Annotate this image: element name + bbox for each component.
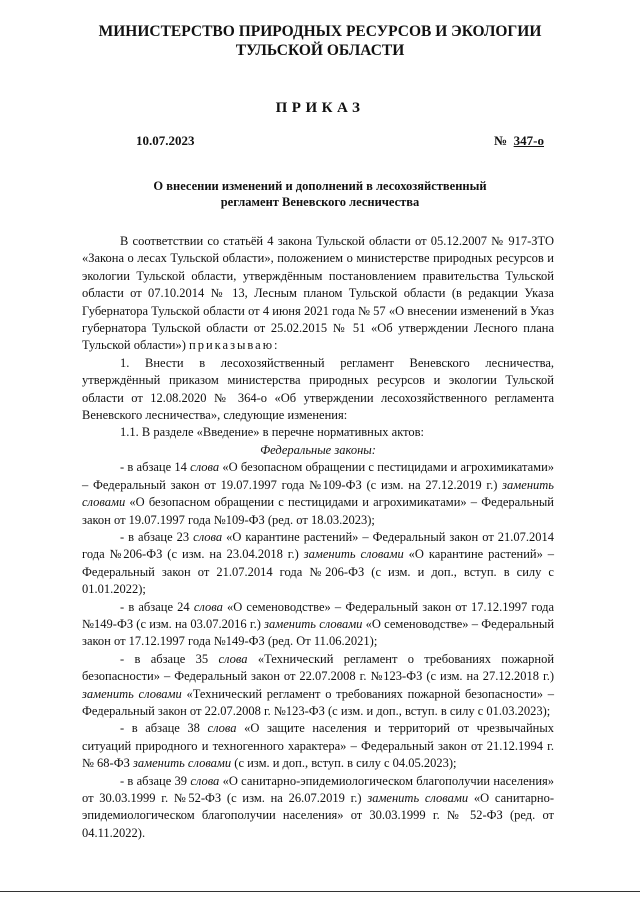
preamble-paragraph <box>82 233 554 355</box>
amendment-39-start: - в абзаце 39 <box>120 773 188 788</box>
order-number <box>494 133 544 149</box>
amendment-paragraph-38 <box>82 720 554 772</box>
amendment-24-new: «О семеноводстве» – Федеральный закон от 17.12.1997 года №149-ФЗ (ред. От 11.06.2021); <box>82 616 555 649</box>
order-body <box>82 233 554 842</box>
amendment-39-old: «О санитарно-эпидемиологическом благополучии населения» от 30.03.1999 г. №52-ФЗ (с изм. на 26.07.2019 г.) <box>82 773 555 805</box>
amendment-35-start: - в абзаце 35 <box>120 651 209 666</box>
amendment-23-old: «О карантине растений» – Федеральный закон от 21.07.2014 года №206-ФЗ (с изм. на 23.04.2018 г.) <box>82 529 555 562</box>
amendment-35-old: «Технический регламент о требованиях пожарной безопасности» – Федеральный закон от 22.07.2008 г. №123-ФЗ (с изм. на 27.12.2018 г.) <box>82 651 555 684</box>
amendment-24-old: «О семеноводстве» – Федеральный закон от 17.12.1997 года №149-ФЗ (с изм. на 03.07.2016 г.) <box>82 599 555 631</box>
order-number-prefix: № <box>494 133 508 148</box>
word-slova: слова <box>193 599 223 614</box>
amendment-38-start: - в абзаце 38 <box>120 721 200 736</box>
document-header <box>60 22 580 116</box>
amendment-38-old: «О защите населения и территорий от чрезвычайных ситуаций природного и техногенного характера» – Федеральный закон от 21.12.1994 г. № 68-ФЗ <box>82 721 554 771</box>
order-date: 10.07.2023 <box>136 133 195 148</box>
word-zamenit: заменить словами <box>82 477 554 510</box>
word-slova: слова <box>218 651 248 666</box>
item-1-1-paragraph: 1.1. В разделе «Введение» в перечне нормативных актов: <box>120 425 425 440</box>
amendment-23-start: - в абзаце 23 <box>120 529 190 544</box>
amendment-23-new: «О карантине растений» – Федеральный закон от 21.07.2014 года №206-ФЗ (с изм. и доп., вступ. в силу с 01.01.2022); <box>82 547 555 597</box>
word-slova: слова <box>207 721 237 736</box>
amendment-14-new: «О безопасном обращении с пестицидами и агрохимикатами» – Федеральный закон от 19.07.1997 года №109-ФЗ (ред. от 18.03.2023); <box>82 495 554 527</box>
amendment-24-start: - в абзаце 24 <box>120 599 190 614</box>
word-zamenit: заменить словами <box>303 547 404 562</box>
command-word: приказываю: <box>189 338 280 353</box>
amendment-paragraph-14 <box>82 459 554 529</box>
word-zamenit: заменить словами <box>132 756 232 771</box>
order-word: ПРИКАЗ <box>275 100 365 116</box>
amendment-39-new: «О санитарно-эпидемиологическом благополучии населения» от 30.03.1999 г. № 52-ФЗ (ред. от 04.11.2022). <box>82 791 555 840</box>
amendment-14-start: - в абзаце 14 <box>120 460 187 475</box>
amendment-paragraph-35 <box>82 651 554 721</box>
amendment-paragraph-39 <box>82 773 554 843</box>
word-zamenit: заменить словами <box>264 616 363 631</box>
order-title <box>120 178 520 210</box>
word-zamenit: заменить словами <box>82 686 182 701</box>
amendment-38-new: (с изм. и доп., вступ. в силу с 04.05.2023); <box>234 756 457 771</box>
order-number-value: 347-о <box>513 133 544 148</box>
amendment-paragraph-23 <box>82 529 554 599</box>
ministry-name <box>60 22 580 60</box>
word-zamenit: заменить словами <box>367 791 469 805</box>
amendment-paragraph-24 <box>82 599 554 651</box>
amendment-14-old: «О безопасном обращении с пестицидами и агрохимикатами» – Федеральный закон от 19.07.1997 года №109-ФЗ (с изм. на 27.12.2019 г.) <box>82 460 555 492</box>
ministry-name-line2: ТУЛЬСКОЙ ОБЛАСТИ <box>235 42 405 59</box>
section-heading: Федеральные законы: <box>260 442 376 457</box>
bottom-rule <box>0 891 640 892</box>
order-title-line2: регламент Веневского лесничества <box>220 195 420 209</box>
word-slova: слова <box>193 529 223 544</box>
preamble-text: В соответствии со статьёй 4 закона Тульской области от 05.12.2007 № 917-ЗТО «Закона о лесах Тульской области», положением о министерстве природных ресурсов и экологии Тульской области, утверждённым постановлением правительства Тульской области от 07.10.2014 № 13, Лесным планом Тульской области (в редакции Указа Губернатора Тульской области от 4 июня 2021 года № 57 «О внесении изменений в Указ губернатора Тульской области от 25.02.2015 № 51 «Об утверждении Лесного плана Тульской области») <box>82 234 554 353</box>
order-title-line1: О внесении изменений и дополнений в лесохозяйственный <box>153 179 487 193</box>
item-1-paragraph: 1. Внести в лесохозяйственный регламент Веневского лесничества, утверждённый приказом министерства природных ресурсов и экологии Тульской области от 12.08.2020 № 364-о «Об утверждении лесохозяйственного регламента Веневского лесничества», следующие изменения: <box>82 355 554 423</box>
ministry-name-line1: МИНИСТЕРСТВО ПРИРОДНЫХ РЕСУРСОВ И ЭКОЛОГИИ <box>98 23 542 40</box>
amendment-35-new: «Технический регламент о требованиях пожарной безопасности» – Федеральный закон от 22.07.2008 г. №123-ФЗ (с изм. и доп., вступ. в силу с 01.03.2023); <box>82 686 554 718</box>
word-slova: слова <box>190 773 220 788</box>
order-meta <box>136 133 544 151</box>
word-slova: слова <box>190 460 220 475</box>
